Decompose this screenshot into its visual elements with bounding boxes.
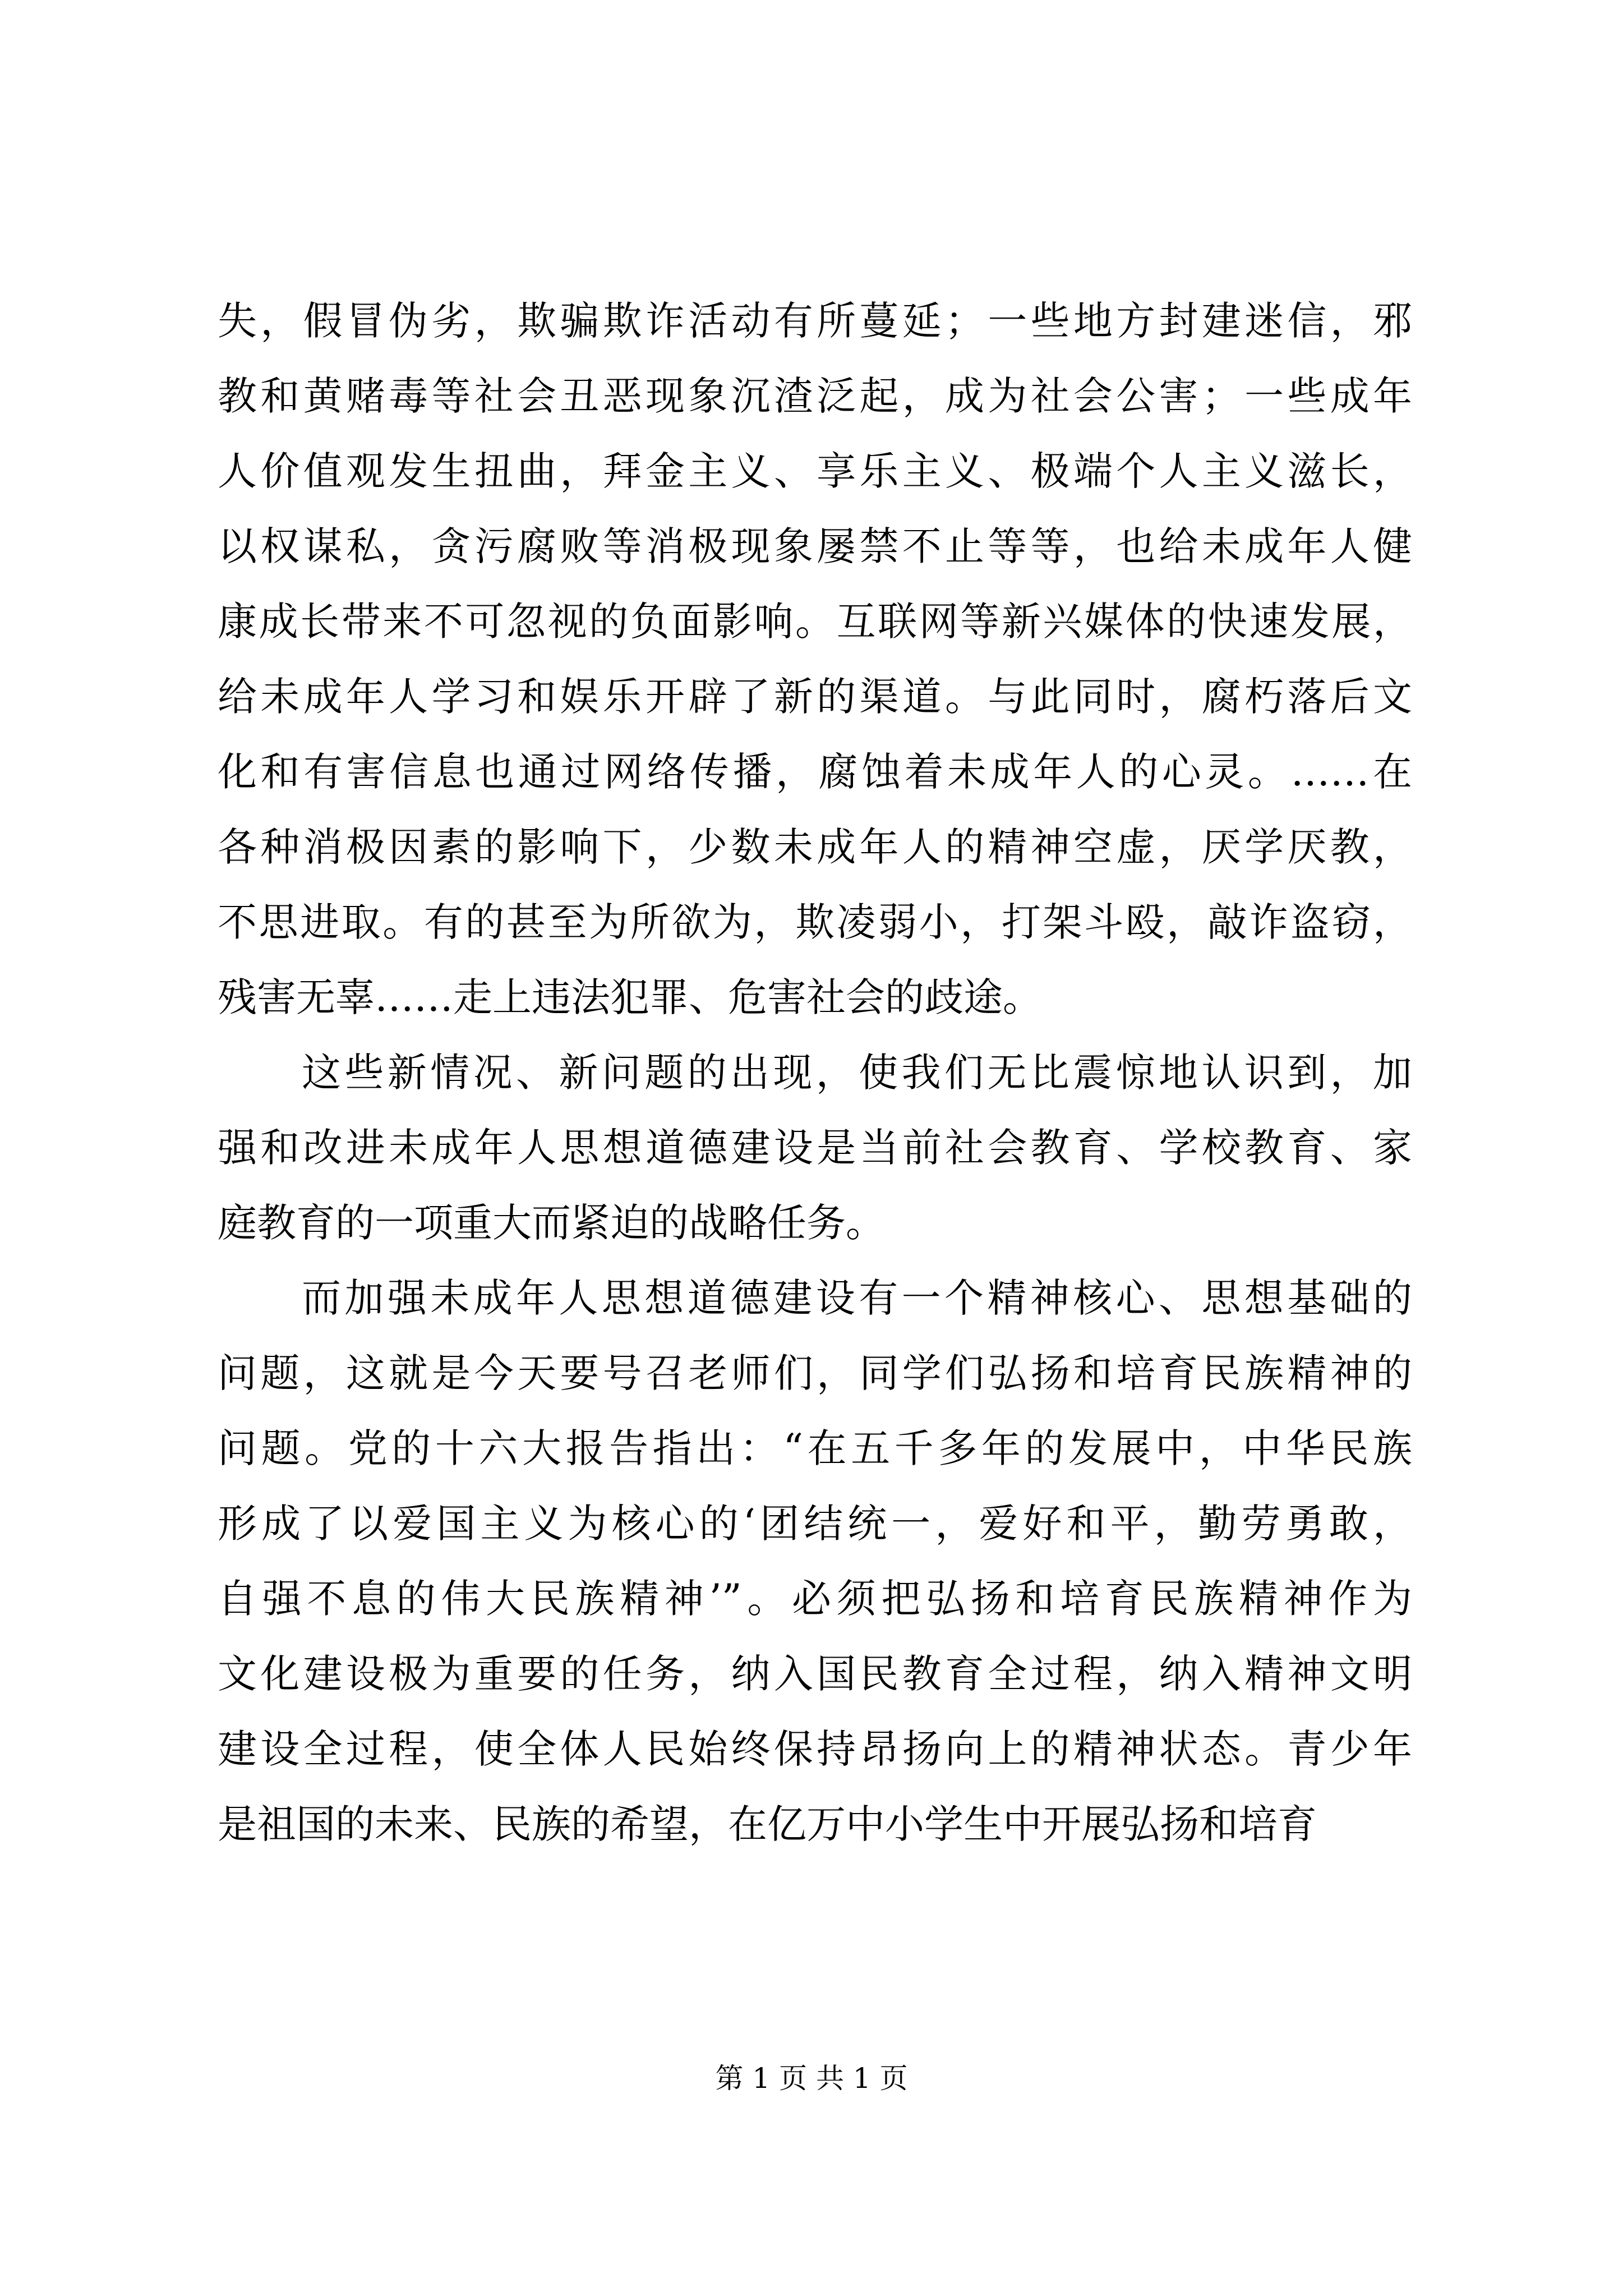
text-line: 问题。党的十六大报告指出：“在五千多年的发展中，中华民族 [218, 1425, 1412, 1471]
text-line: 自强不息的伟大民族精神’”。必须把弘扬和培育民族精神作为 [218, 1576, 1412, 1622]
text-line: 文化建设极为重要的任务，纳入国民教育全过程，纳入精神文明 [218, 1651, 1412, 1697]
text-line: 康成长带来不可忽视的负面影响。互联网等新兴媒体的快速发展， [218, 599, 1412, 645]
text-line: 问题，这就是今天要号召老师们，同学们弘扬和培育民族精神的 [218, 1350, 1412, 1396]
text-line: 是祖国的未来、民族的希望，在亿万中小学生中开展弘扬和培育 [218, 1801, 1317, 1847]
text-line: 庭教育的一项重大而紧迫的战略任务。 [218, 1200, 885, 1246]
text-line: 建设全过程，使全体人民始终保持昂扬向上的精神状态。青少年 [218, 1726, 1412, 1772]
text-line: 人价值观发生扭曲，拜金主义、享乐主义、极端个人主义滋长， [218, 448, 1412, 494]
text-line: 失，假冒伪劣，欺骗欺诈活动有所蔓延；一些地方封建迷信，邪 [218, 298, 1412, 344]
text-line: 而加强未成年人思想道德建设有一个精神核心、思想基础的 [302, 1275, 1412, 1321]
page-footer: 第 1 页 共 1 页 [715, 2062, 908, 2095]
text-line: 化和有害信息也通过网络传播，腐蚀着未成年人的心灵。……在 [218, 749, 1412, 795]
text-line: 各种消极因素的影响下，少数未成年人的精神空虚，厌学厌教， [218, 824, 1412, 870]
text-line: 以权谋私，贪污腐败等消极现象屡禁不止等等，也给未成年人健 [218, 523, 1412, 569]
document-body [218, 283, 1412, 1862]
text-line: 这些新情况、新问题的出现，使我们无比震惊地认识到，加 [302, 1050, 1412, 1096]
text-line: 给未成年人学习和娱乐开辟了新的渠道。与此同时，腐朽落后文 [218, 674, 1412, 720]
text-line: 教和黄赌毒等社会丑恶现象沉渣泛起，成为社会公害；一些成年 [218, 373, 1412, 419]
text-line: 强和改进未成年人思想道德建设是当前社会教育、学校教育、家 [218, 1125, 1412, 1171]
text-line: 不思进取。有的甚至为所欲为，欺凌弱小，打架斗殴，敲诈盗窃， [218, 899, 1412, 945]
text-line: 残害无辜……走上违法犯罪、危害社会的歧途。 [218, 974, 1042, 1020]
text-line: 形成了以爱国主义为核心的‘团结统一，爱好和平，勤劳勇敢， [218, 1501, 1412, 1547]
